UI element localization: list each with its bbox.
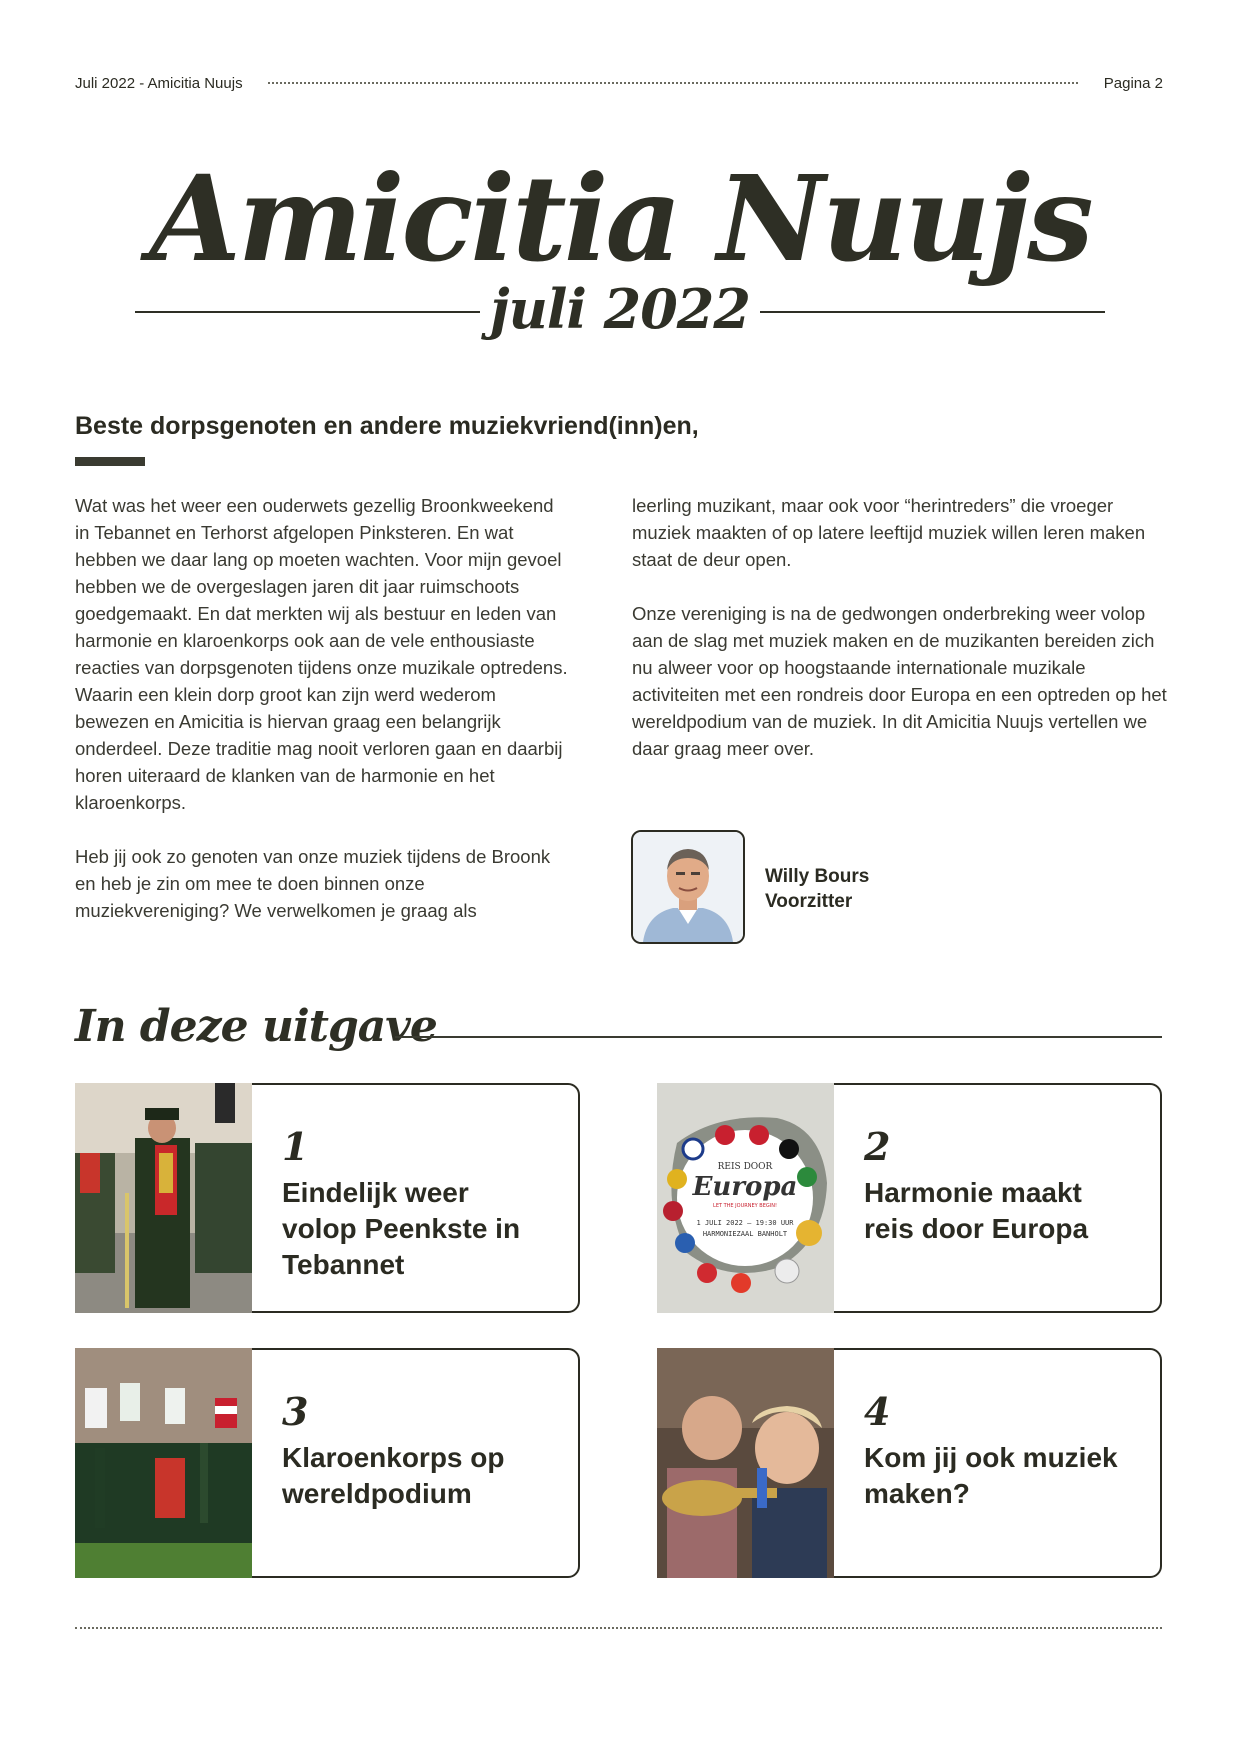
card-number-2: 2 [864, 1124, 891, 1169]
parade-thumbnail [75, 1083, 252, 1313]
masthead-rule-left [135, 311, 480, 313]
greeting-heading: Beste dorpsgenoten en andere muziekvriend(inn)en, [75, 412, 699, 440]
contents-heading-rule [395, 1036, 1162, 1038]
signature-role: Voorzitter [765, 891, 853, 912]
intro-right-column [632, 492, 1167, 789]
page-number: Pagina 2 [1103, 75, 1163, 92]
intro-paragraph: leerling muzikant, maar ook voor “herintreders” die vroeger muziek maakten of op latere leeftijd muziek willen leren maken staat de deur open. [632, 495, 1146, 570]
card-title-1[interactable]: Eindelijk weer volop Peenkste in Tebannet [282, 1177, 521, 1280]
intro-paragraph: Onze vereniging is na de gedwongen onderbreking weer volop aan de slag met muziek maken en de muzikanten bereiden zich nu alweer voor op hoogstaande internationale muzikale activiteiten met een rondreis door Europa en een optreden op het wereldpodium van de muziek. In dit Amicitia Nuujs vertellen we daar graag meer over. [632, 603, 1167, 759]
card-number-4: 4 [864, 1389, 891, 1434]
intro-paragraph: Wat was het weer een ouderwets gezellig Broonkweekend in Tebannet en Terhorst afgelopen Pinksteren. En wat hebben we daar lang op moeten wachten. Voor mijn gevoel hebben we de overgeslagen jaren dit jaar ruimschoots goedgemaakt. En dat merkten wij als bestuur en leden van harmonie en klaroenkorps ook aan de vele enthousiaste reacties van dorpsgenoten tijdens onze muzikale optredens. Waarin een klein dorp groot kan zijn werd wederom bewezen en Amicitia is hiervan graag een belangrijk onderdeel. Deze traditie mag nooit verloren gaan en daarbij horen uiteraard de klanken van de harmonie en het klaroenkorps. [75, 495, 568, 813]
poster-line-1: REIS DOOR [717, 1162, 773, 1172]
card-number-1: 1 [282, 1124, 309, 1169]
signature [765, 864, 869, 914]
card-title-3[interactable]: Klaroenkorps op wereldpodium [282, 1442, 505, 1509]
signature-name: Willy Bours [765, 866, 870, 887]
card-title-4[interactable]: Kom jij ook muziek maken? [864, 1442, 1118, 1509]
contents-heading: In deze uitgave [75, 1001, 437, 1052]
card-title-2[interactable]: Harmonie maakt reis door Europa [864, 1177, 1089, 1244]
kids-music-thumbnail [657, 1348, 834, 1578]
poster-line-3: LET THE JOURNEY BEGIN! [713, 1203, 777, 1209]
chairman-photo [631, 830, 745, 944]
footer-dotted-rule [75, 1627, 1162, 1629]
heading-accent-bar [75, 457, 145, 466]
running-header-title: Juli 2022 - Amicitia Nuujs [75, 75, 243, 92]
europe-poster-thumbnail [657, 1083, 834, 1313]
stadium-thumbnail [75, 1348, 252, 1578]
masthead-date: juli 2022 [490, 277, 750, 341]
poster-line-2: Europa [692, 1172, 798, 1202]
intro-left-column [75, 492, 570, 951]
poster-line-5: HARMONIEZAAL BANHOLT [702, 1230, 788, 1238]
card-number-3: 3 [282, 1389, 309, 1434]
header-dotted-rule [268, 82, 1078, 84]
intro-paragraph: Heb jij ook zo genoten van onze muziek tijdens de Broonk en heb je zin om mee te doen binnen onze muziekvereniging? We verwelkomen je graag als [75, 846, 551, 921]
poster-line-4: 1 JULI 2022 – 19:30 UUR [696, 1219, 794, 1227]
masthead-rule-right [760, 311, 1105, 313]
masthead-title: Amicitia Nuujs [149, 149, 1091, 288]
